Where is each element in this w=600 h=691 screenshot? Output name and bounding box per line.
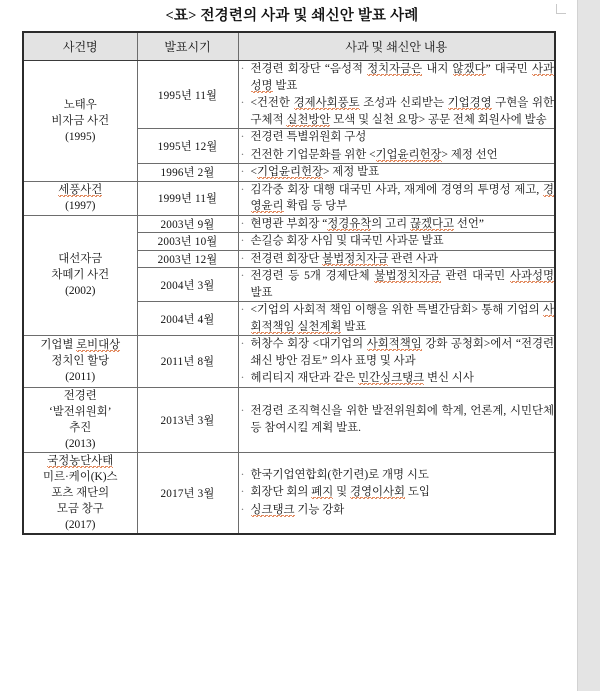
content-bullet-list [239, 336, 555, 387]
case-name-line: 대선자금 [58, 253, 103, 266]
table-header-row [23, 32, 555, 61]
content-bullet-item: · 건전한 기업문화를 위한 <기업윤리헌장> 제정 선언 [239, 147, 555, 164]
content-cell [238, 452, 555, 534]
case-name-line: 비자금 사건 [51, 114, 110, 127]
content-cell [238, 250, 555, 268]
content-bullet-list [239, 61, 555, 128]
page-title: <표> 전경련의 사과 및 쇄신안 발표 사례 [165, 8, 419, 24]
content-bullet-list [239, 233, 555, 250]
case-name-cell [23, 181, 137, 215]
case-name-line: 추진 [69, 421, 92, 434]
column-header-case: 사건명 [23, 32, 137, 61]
announcement-date-cell: 2003년 9월 [137, 215, 238, 233]
table-row [23, 61, 555, 129]
content-bullet-list [239, 467, 555, 519]
announcement-date-cell: 2017년 3월 [137, 452, 238, 534]
case-name-line: 차떼기 사건 [51, 269, 110, 282]
content-bullet-item: · 현명관 부회장 “정경유착의 고리 끊겠다고 선언” [239, 216, 555, 233]
content-cell [238, 233, 555, 251]
case-name-cell [23, 387, 137, 452]
announcement-date-cell: 1996년 2월 [137, 164, 238, 182]
column-header-content: 사과 및 쇄신안 내용 [238, 32, 555, 61]
case-name-line: (2011) [65, 371, 96, 384]
table-row [23, 452, 555, 534]
content-bullet-item: · 허창수 회장 <대기업의 사회적책임 강화 공청회>에서 “전경련 쇄신 방안 검토” 의사 표명 및 사과 [239, 336, 555, 369]
announcement-date-cell: 1995년 12월 [137, 129, 238, 164]
case-name-cell [23, 452, 137, 534]
announcement-date-cell: 1995년 11월 [137, 61, 238, 129]
case-name-line: 포츠 재단의 [51, 486, 110, 499]
case-name-line: (2017) [65, 518, 96, 531]
case-name-line: (1995) [65, 130, 96, 143]
table-row [23, 215, 555, 233]
announcement-date-cell: 2004년 3월 [137, 268, 238, 302]
case-name-line: 세풍사건 [58, 184, 103, 196]
content-cell [238, 129, 555, 164]
content-cell [238, 268, 555, 302]
case-name-cell [23, 61, 137, 182]
case-name-line: (2013) [65, 437, 96, 450]
announcement-date-cell: 2011년 8월 [137, 336, 238, 388]
announcement-date-cell: 2003년 12월 [137, 250, 238, 268]
content-bullet-item: · <건전한 경제사회풍토 조성과 신뢰받는 기업경영 구현을 위한 구체적 실천방안 모색 및 실천 요망> 공문 전체 회원사에 발송 [239, 95, 555, 128]
case-name-line: 모금 창구 [56, 502, 104, 515]
case-name-line: 미르·케이(K)스 [42, 470, 118, 483]
case-name-line: ‘발전위원회’ [48, 405, 112, 418]
case-name-line: (2002) [65, 285, 96, 298]
case-name-line: 정치인 할당 [51, 355, 110, 368]
content-bullet-item: · 전경련 회장단 불법정치자금 관련 사과 [239, 251, 555, 268]
content-bullet-item: · 전경련 조직혁신을 위한 발전위원회에 학계, 언론계, 시민단체 등 참여시킬 계획 발표. [239, 403, 555, 436]
content-cell [238, 164, 555, 182]
content-cell [238, 181, 555, 215]
content-bullet-list [239, 268, 555, 301]
apology-reform-table [22, 31, 556, 535]
content-cell [238, 215, 555, 233]
content-cell [238, 302, 555, 336]
page-gutter [577, 0, 600, 691]
case-name-line: 노태우 [63, 98, 97, 111]
case-name-line: 국정농단사태 [47, 454, 114, 467]
content-cell [238, 61, 555, 129]
content-bullet-item: · 싱크탱크 기능 강화 [239, 502, 555, 519]
table-header [23, 32, 555, 61]
content-bullet-list [239, 251, 555, 268]
case-name-line: 기업별 로비대상 [40, 339, 121, 352]
case-name-cell [23, 336, 137, 388]
announcement-date-cell: 2013년 3월 [137, 387, 238, 452]
content-bullet-item: · 회장단 회의 폐지 및 경영이사회 도입 [239, 484, 555, 501]
content-bullet-item: · 한국기업연합회(한기련)로 개명 시도 [239, 467, 555, 484]
content-bullet-list [239, 129, 555, 163]
content-bullet-item: · 손길승 회장 사임 및 대국민 사과문 발표 [239, 233, 555, 250]
content-bullet-item: · <기업윤리헌장> 제정 발표 [239, 164, 555, 181]
announcement-date-cell: 1999년 11월 [137, 181, 238, 215]
table-row [23, 181, 555, 215]
content-cell [238, 387, 555, 452]
case-name-cell [23, 215, 137, 336]
announcement-date-cell: 2004년 4월 [137, 302, 238, 336]
content-bullet-list [239, 216, 555, 233]
content-bullet-list [239, 164, 555, 181]
content-bullet-list [239, 403, 555, 436]
announcement-date-cell: 2003년 10월 [137, 233, 238, 251]
content-bullet-item: · 전경련 등 5개 경제단체 불법정치자금 관련 대국민 사과성명 발표 [239, 268, 555, 301]
content-cell [238, 336, 555, 388]
table-body [23, 61, 555, 534]
table-row [23, 387, 555, 452]
table-row [23, 336, 555, 388]
crop-mark [556, 4, 566, 14]
content-bullet-list [239, 302, 555, 335]
column-header-date: 발표시기 [137, 32, 238, 61]
content-bullet-item: · 김각중 회장 대행 대국민 사과, 재계에 경영의 투명성 제고, 경영윤리 확립 등 당부 [239, 182, 555, 215]
content-bullet-item: · <기업의 사회적 책임 이행을 위한 특별간담회> 통해 기업의 사회적책임 실천계획 발표 [239, 302, 555, 335]
content-bullet-item: · 전경련 회장단 “음성적 정치자금은 내지 않겠다” 대국민 사과성명 발표 [239, 61, 555, 94]
content-bullet-item: · 헤리티지 재단과 같은 민간싱크탱크 변신 시사 [239, 370, 555, 387]
case-name-line: (1997) [65, 200, 96, 212]
content-bullet-list [239, 182, 555, 215]
case-name-line: 전경련 [63, 389, 97, 402]
content-bullet-item: · 전경련 특별위원회 구성 [239, 129, 555, 146]
